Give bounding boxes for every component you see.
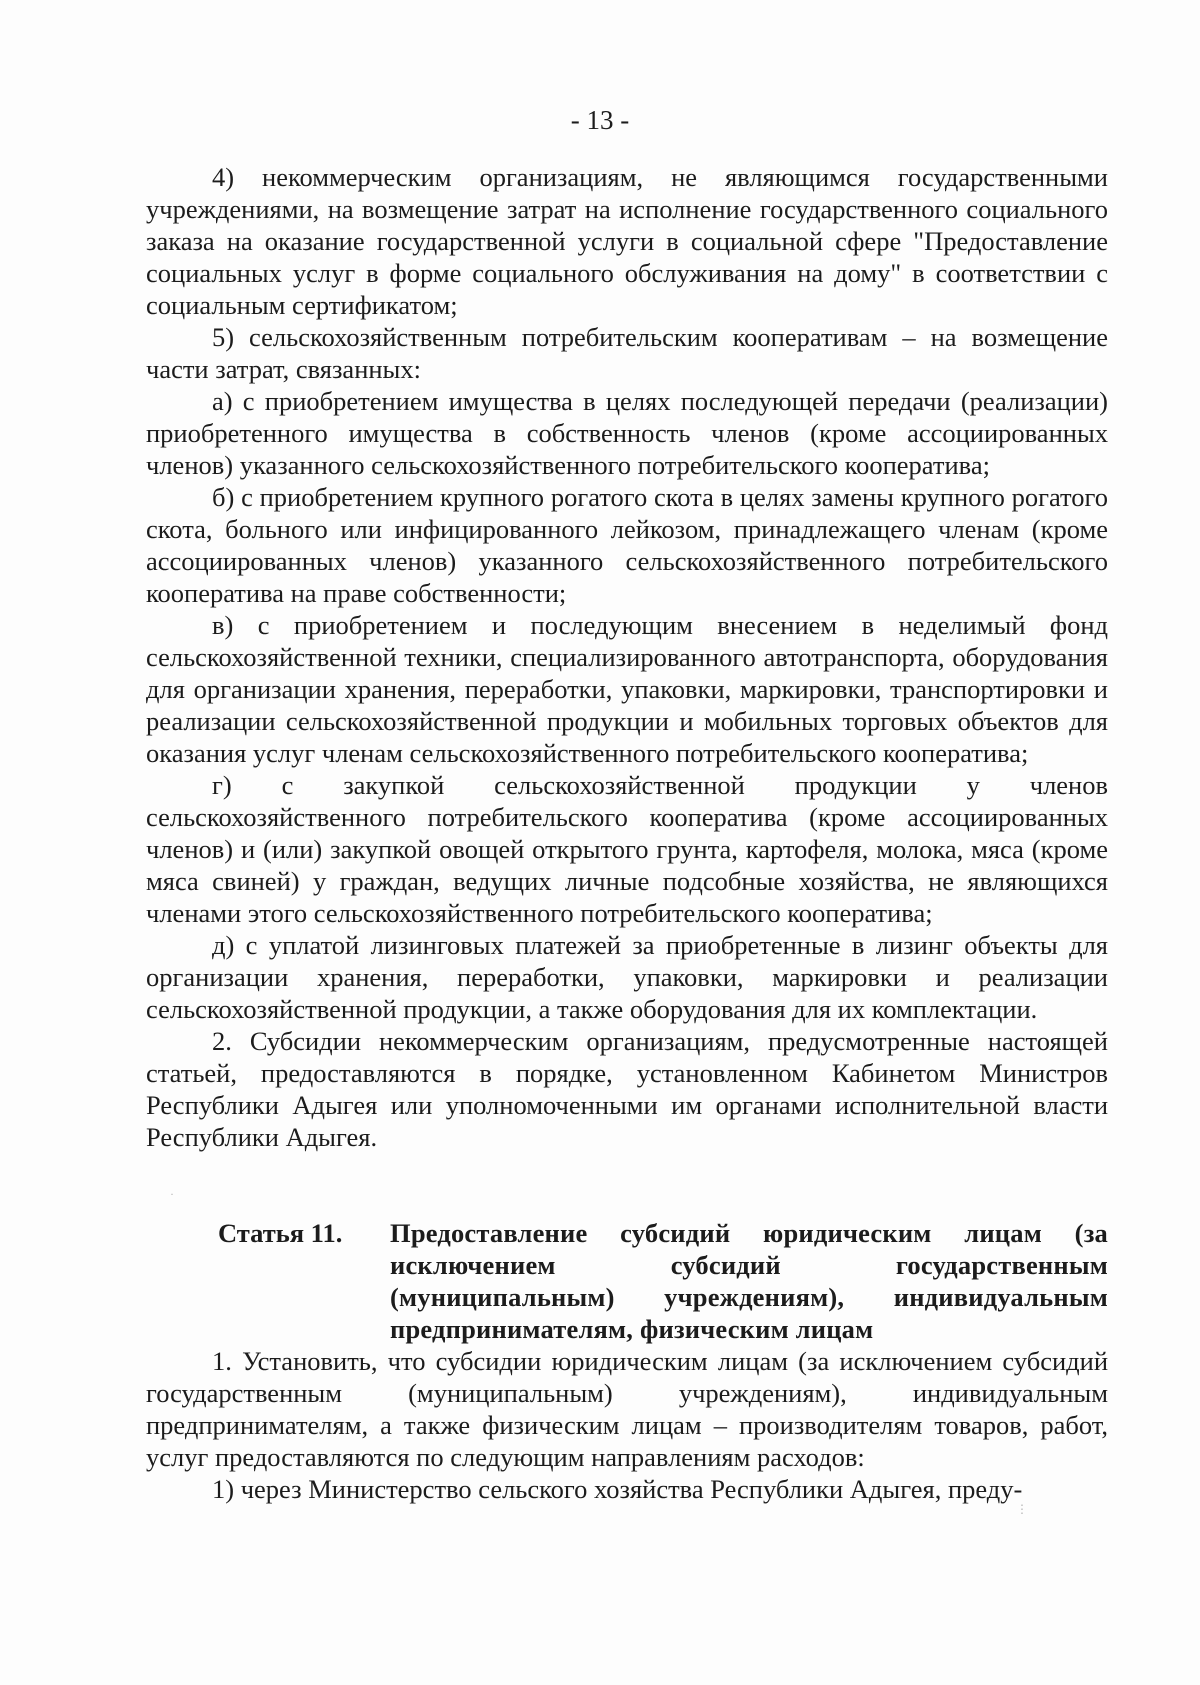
- subparagraph-v: в) с приобретением и последующим внесением в неделимый фонд сельскохозяйственной техники, специализированного автотранспорта, оборудования для организации хранения, переработки, упаковки, маркировки, транспортировки и реализации сельскохозяйственной продукции и мобильных торговых объектов для оказания услуг членам сельскохозяйственного потребительского кооператива;: [146, 610, 1108, 768]
- article-paragraph-1: 1. Установить, что субсидии юридическим лицам (за исключением субсидий государственным (муниципальным) учреждениям), индивидуальным предпринимателям, а также физическим лицам – производителям товаров, работ, услуг предоставляются по следующим направлениям расходов:: [146, 1346, 1108, 1472]
- scan-speck: ·: [170, 1187, 174, 1201]
- article-11: [146, 1217, 1108, 1505]
- article-heading: [146, 1217, 1108, 1345]
- paragraph-item-5: 5) сельскохозяйственным потребительским кооперативам – на возмещение части затрат, связанных:: [146, 322, 1108, 384]
- scan-speck: ⋮: [1016, 1502, 1028, 1516]
- article-paragraph-1-1: 1) через Министерство сельского хозяйства Республики Адыгея, преду-: [212, 1474, 1023, 1504]
- document-body: [146, 161, 1108, 1153]
- article-title: Предоставление субсидий юридическим лицам (за исключением субсидий государственным (муниципальным) учреждениям), индивидуальным предпринимателям, физическим лицам: [390, 1218, 1108, 1344]
- subparagraph-a: а) с приобретением имущества в целях последующей передачи (реализации) приобретенного имущества в собственность членов (кроме ассоциированных членов) указанного сельскохозяйственного потребительского кооператива;: [146, 386, 1108, 480]
- paragraph-item-4: 4) некоммерческим организациям, не являющимся государственными учреждениями, на возмещение затрат на исполнение государственного социального заказа на оказание государственной услуги в социальной сфере "Предоставление социальных услуг в форме социального обслуживания на дому" в соответствии с социальным сертификатом;: [146, 162, 1108, 320]
- subparagraph-g: г) с закупкой сельскохозяйственной продукции у членов сельскохозяйственного потребительского кооператива (кроме ассоциированных членов) и (или) закупкой овощей открытого грунта, картофеля, молока, мяса (кроме мяса свиней) у граждан, ведущих личные подсобные хозяйства, не являющихся членами этого сельскохозяйственного потребительского кооператива;: [146, 770, 1108, 928]
- article-label: Статья 11.: [218, 1218, 343, 1248]
- paragraph-2: 2. Субсидии некоммерческим организациям, предусмотренные настоящей статьей, предоставляются в порядке, установленном Кабинетом Министров Республики Адыгея или уполномоченными им органами исполнительной власти Республики Адыгея.: [146, 1026, 1108, 1152]
- subparagraph-d: д) с уплатой лизинговых платежей за приобретенные в лизинг объекты для организации хранения, переработки, упаковки, маркировки и реализации сельскохозяйственной продукции, а также оборудования для их комплектации.: [146, 930, 1108, 1024]
- subparagraph-b: б) с приобретением крупного рогатого скота в целях замены крупного рогатого скота, больного или инфицированного лейкозом, принадлежащего членам (кроме ассоциированных членов) указанного сельскохозяйственного потребительского кооператива на праве собственности;: [146, 482, 1108, 608]
- page-number: - 13 -: [570, 105, 630, 135]
